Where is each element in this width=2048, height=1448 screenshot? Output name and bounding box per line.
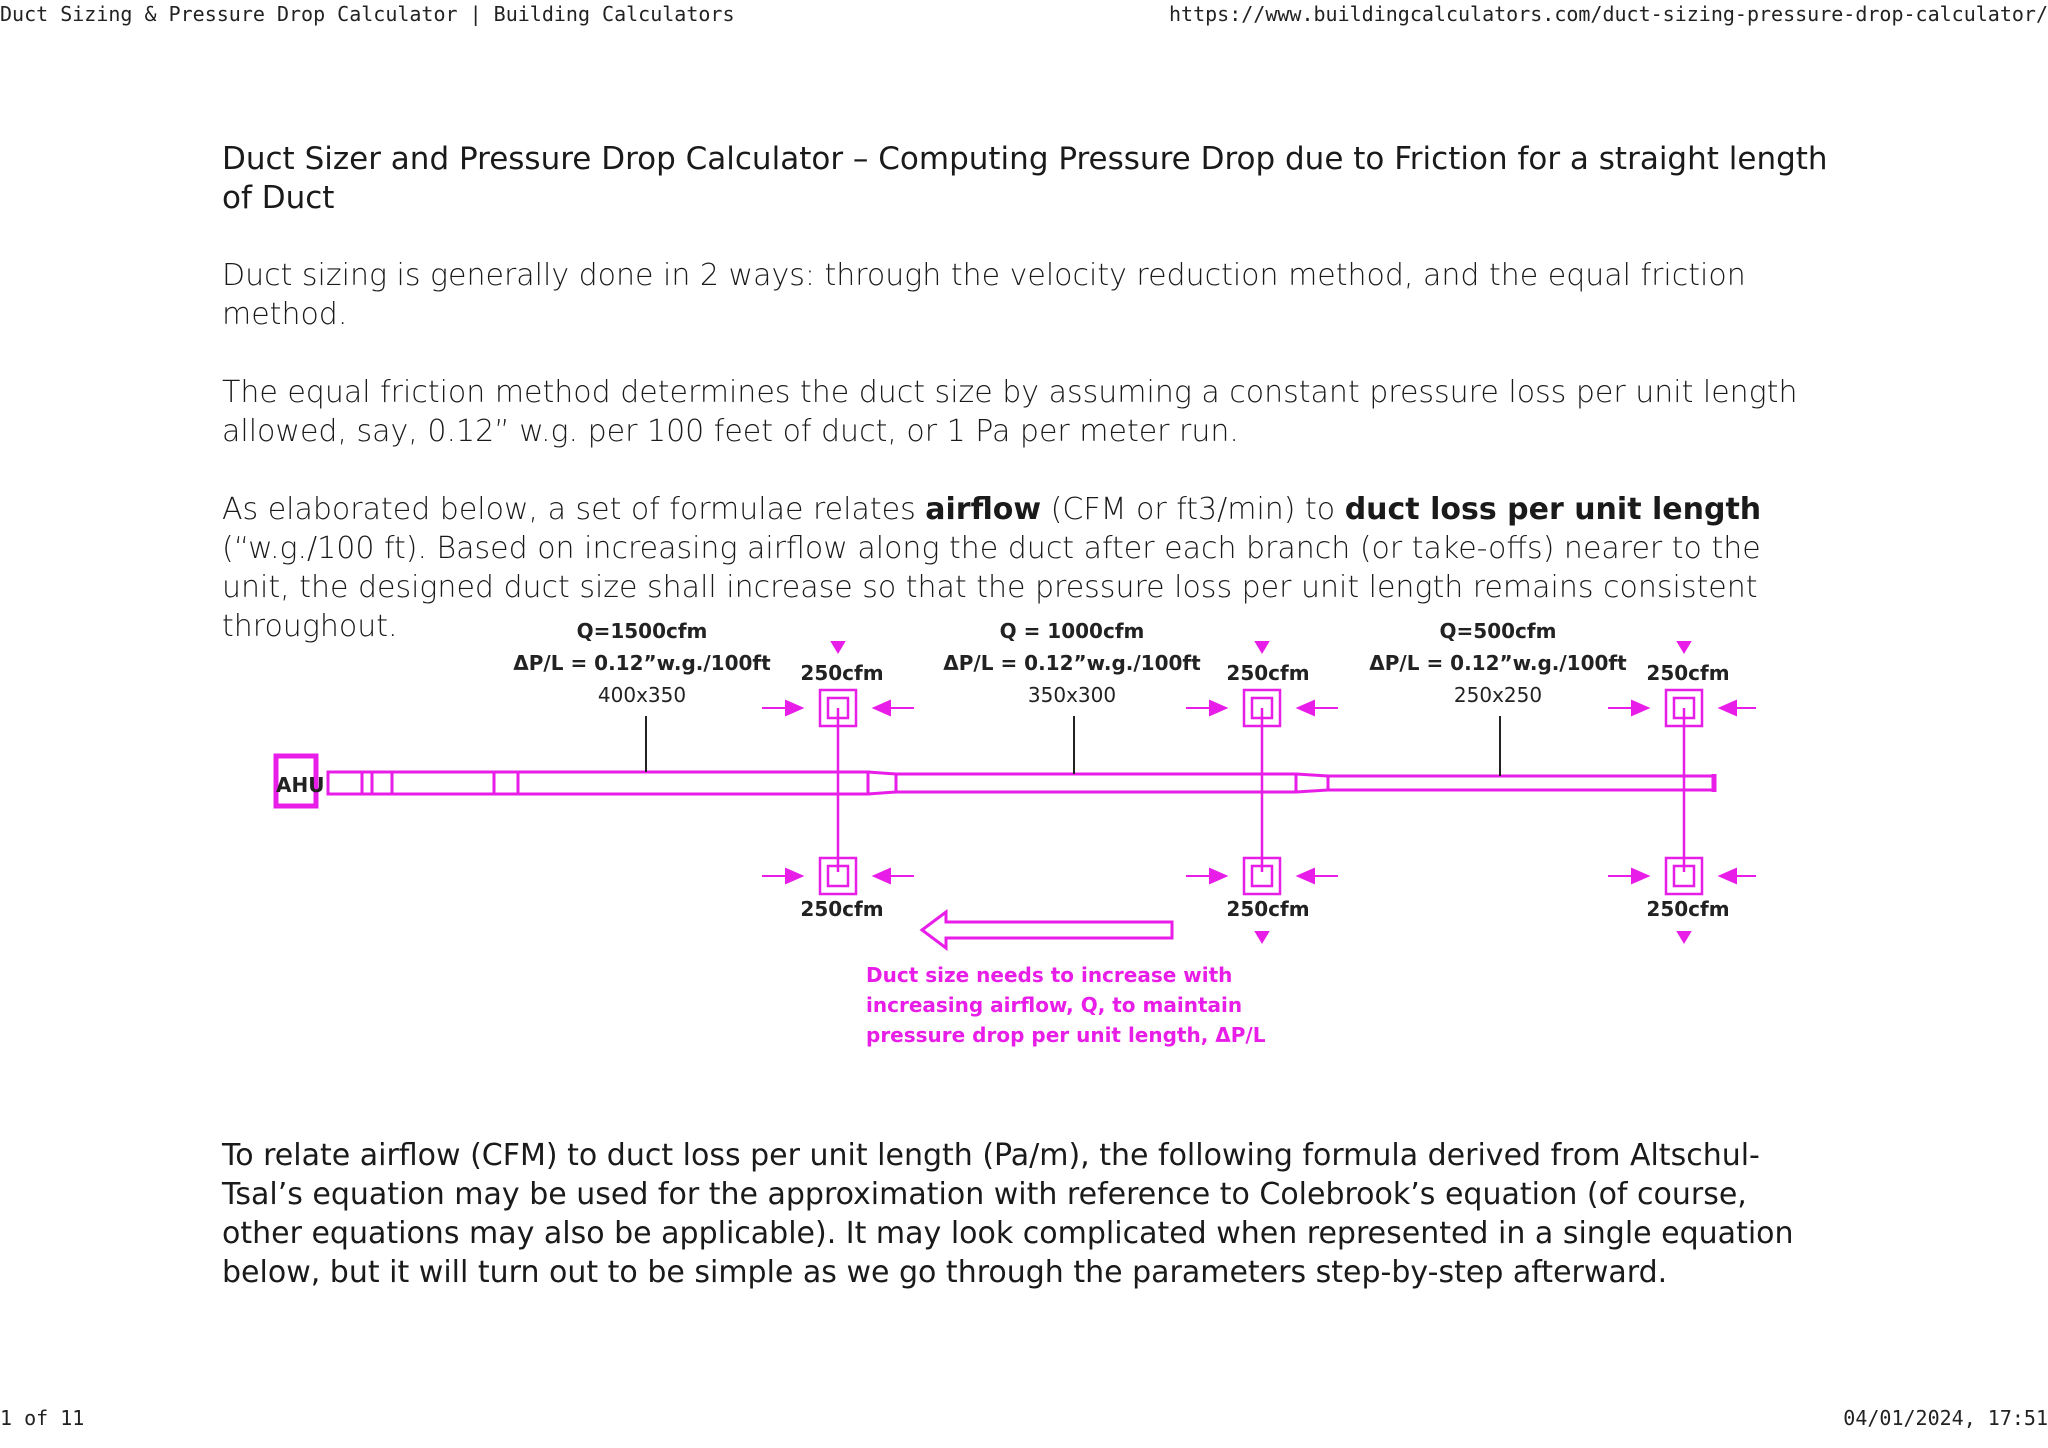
section-1-size: 400x350 — [597, 683, 687, 707]
paragraph-airflow: As elaborated below, a set of formulae relates airflow (CFM or ft3/min) to duct loss per unit length (“w.g./100 ft). Based on increasing airflow along the duct after each branch (or take-offs) nearer to the unit, the designed duct size shall increase so that the pressure loss per unit length remains consistent throughout. — [222, 492, 1762, 644]
paragraph-altschul-tsal: To relate airflow (CFM) to duct loss per unit length (Pa/m), the following formula derived from Altschul-Tsal’s equation may be used for the approximation with reference to Colebrook’s equation (of course, other equations may also be applicable). It may look complicated when represented in a single equation below, but it will turn out to be simple as we go through the parameters step-by-step afterward. — [222, 1138, 1794, 1290]
duct-section-3 — [1328, 776, 1714, 790]
diffuser-label-bottom-3: 250cfm — [1646, 897, 1730, 921]
diffuser-label-bottom-2: 250cfm — [1226, 897, 1310, 921]
airflow-direction-arrow — [922, 912, 1172, 948]
paragraph-equal-friction: The equal friction method determines the duct size by assuming a constant pressure loss per unit length allowed, say, 0.12” w.g. per 100 feet of duct, or 1 Pa per meter run. — [222, 375, 1798, 449]
duct-section-1 — [328, 772, 868, 794]
section-1-flow: Q=1500cfm — [576, 619, 708, 643]
diffuser-label-top-1: 250cfm — [800, 661, 884, 685]
note-line-3: pressure drop per unit length, ΔP/L — [866, 1023, 1266, 1047]
note-line-1: Duct size needs to increase with — [866, 963, 1233, 987]
diffuser-label-top-3: 250cfm — [1646, 661, 1730, 685]
diffuser-label-top-2: 250cfm — [1226, 661, 1310, 685]
bold-airflow: airflow — [925, 492, 1042, 527]
paragraph-methods: Duct sizing is generally done in 2 ways: through the velocity reduction method, and the equal friction method. — [222, 258, 1746, 332]
duct-section-2 — [896, 774, 1296, 792]
bold-duct-loss: duct loss per unit length — [1344, 492, 1762, 527]
section-2-flow: Q = 1000cfm — [999, 619, 1145, 643]
print-timestamp: 04/01/2024, 17:51 — [1843, 1406, 2048, 1430]
article-body — [222, 140, 1832, 685]
section-3-size: 250x250 — [1453, 683, 1543, 707]
article-heading: Duct Sizer and Pressure Drop Calculator – Computing Pressure Drop due to Friction for a straight length of Duct — [222, 141, 1828, 216]
page-count: 1 of 11 — [0, 1406, 85, 1430]
section-2-size: 350x300 — [1027, 683, 1117, 707]
diffuser-label-bottom-1: 250cfm — [800, 897, 884, 921]
print-url[interactable]: https://www.buildingcalculators.com/duct-sizing-pressure-drop-calculator/ — [1169, 2, 2048, 26]
section-2-loss: ΔP/L = 0.12”w.g./100ft — [943, 651, 1201, 675]
note-line-2: increasing airflow, Q, to maintain — [866, 993, 1243, 1017]
section-3-loss: ΔP/L = 0.12”w.g./100ft — [1369, 651, 1627, 675]
section-1-loss: ΔP/L = 0.12”w.g./100ft — [513, 651, 771, 675]
duct-sizing-diagram — [272, 612, 1762, 1072]
section-3-flow: Q=500cfm — [1439, 619, 1557, 643]
ahu-label: AHU — [276, 773, 325, 797]
print-page-title: Duct Sizing & Pressure Drop Calculator | Building Calculators — [0, 2, 735, 26]
